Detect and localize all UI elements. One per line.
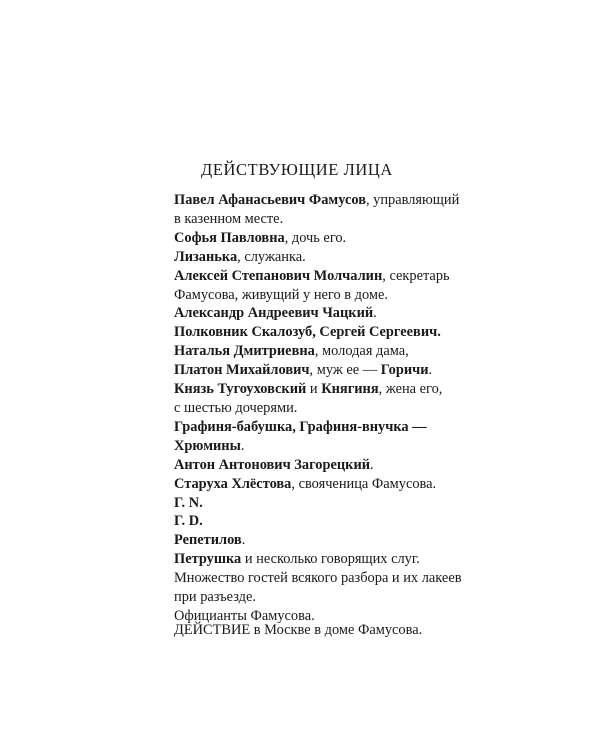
cast-line (174, 588, 474, 607)
character-name: Александр Андреевич Чацкий (174, 305, 374, 322)
character-description: и (306, 381, 322, 398)
cast-line (174, 342, 474, 361)
character-name: Г. D. (174, 513, 203, 530)
cast-line (174, 456, 474, 475)
character-description: , дочь его. (284, 229, 347, 246)
cast-line (174, 437, 474, 456)
character-description: , свояченица Фамусова. (291, 475, 437, 492)
character-name: Княгиня (321, 381, 379, 398)
character-description: и несколько говорящих слуг. (241, 551, 420, 568)
character-name: Князь Тугоуховский (174, 381, 307, 398)
character-description: , управляющий (365, 192, 460, 208)
character-name: Павел Афанасьевич Фамусов (174, 192, 366, 208)
cast-line (174, 361, 474, 380)
character-description: . (241, 532, 246, 549)
cast-line (174, 304, 474, 323)
character-description: , служанка. (237, 248, 306, 265)
character-name: Алексей Степанович Молчалин (174, 267, 383, 284)
cast-line (174, 399, 474, 418)
character-description: в казенном месте. (174, 210, 284, 227)
character-description: при разъезде. (174, 589, 256, 606)
character-description: Фамусова, живущий у него в доме. (174, 286, 388, 303)
character-name: Платон Михайлович (174, 362, 310, 379)
cast-line (174, 286, 474, 305)
character-name: Хрюмины (174, 437, 241, 454)
character-name: Лизанька (174, 248, 238, 265)
character-description: . (370, 456, 374, 473)
character-name: Петрушка (174, 551, 242, 568)
cast-line (174, 418, 474, 437)
character-description: , секретарь (382, 267, 450, 284)
character-name: Антон Антонович Загорецкий (174, 456, 371, 473)
character-description: . (428, 362, 433, 379)
cast-line (174, 512, 474, 531)
cast-line (174, 210, 474, 229)
cast-line (174, 380, 474, 399)
cast-line (174, 569, 474, 588)
setting-line: ДЕЙСТВИЕ в Москве в доме Фамусова. (174, 622, 423, 638)
character-name: Г. N. (174, 494, 203, 511)
character-name: Старуха Хлёстова (174, 475, 292, 492)
cast-line (174, 191, 474, 210)
character-description: с шестью дочерями. (174, 399, 298, 416)
character-name: Горичи (380, 362, 429, 379)
character-name: Наталья Дмитриевна (174, 343, 315, 360)
page-title: ДЕЙСТВУЮЩИЕ ЛИЦА (201, 160, 393, 179)
character-description: Множество гостей всякого разбора и их лакеев (174, 570, 462, 587)
cast-line (174, 550, 474, 569)
cast-list (174, 191, 474, 626)
cast-line (174, 248, 474, 267)
character-description: , жена его, (378, 381, 443, 398)
character-name: Софья Павловна (174, 229, 285, 246)
character-description: , молодая дама, (314, 343, 409, 360)
cast-line (174, 323, 474, 342)
cast-line (174, 531, 474, 550)
character-description: . (240, 437, 245, 454)
character-name: Репетилов (174, 532, 242, 549)
character-description: . (373, 305, 377, 322)
cast-line (174, 475, 474, 494)
character-name: Графиня-бабушка, Графиня-внучка — (174, 418, 427, 435)
cast-line (174, 267, 474, 286)
cast-line (174, 494, 474, 513)
character-description: Официанты Фамусова. (174, 607, 315, 624)
character-name: Полковник Скалозуб, Сергей Сергеевич. (174, 324, 441, 341)
cast-line (174, 229, 474, 248)
character-description: , муж ее — (309, 362, 381, 379)
